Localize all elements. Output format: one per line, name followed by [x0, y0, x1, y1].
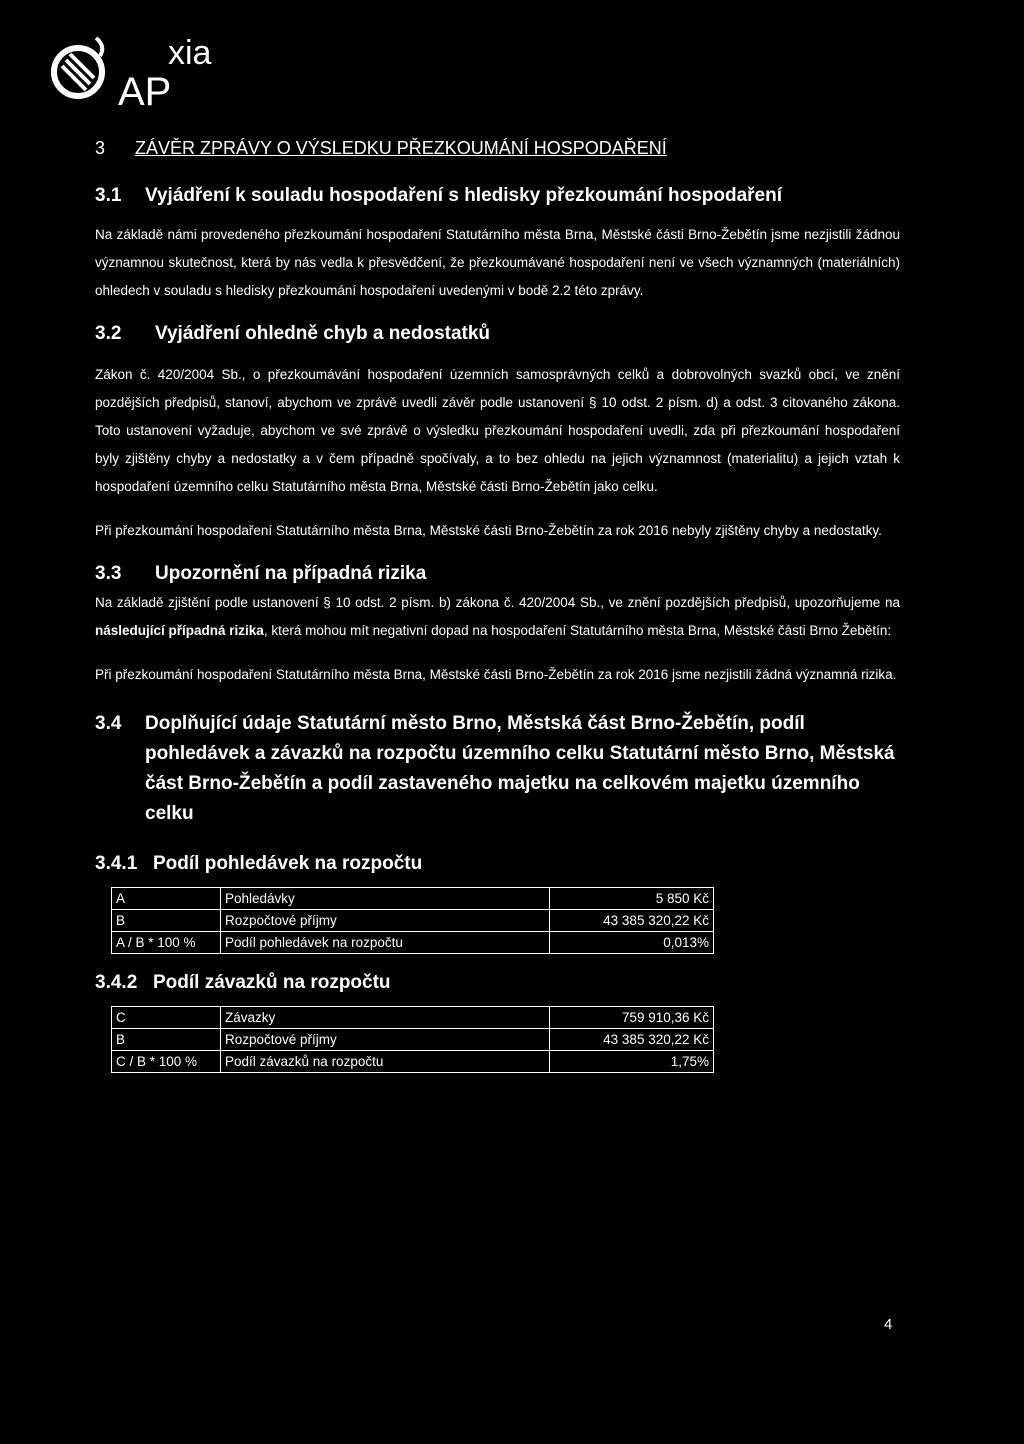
table-cell: Rozpočtové příjmy	[221, 910, 550, 932]
logo-emblem-icon	[44, 30, 116, 110]
section-number: 3.3	[95, 563, 122, 584]
table-cell: 759 910,36 Kč	[550, 1007, 714, 1029]
table-cell: 43 385 320,22 Kč	[550, 1029, 714, 1051]
section-3-4-2-heading	[95, 972, 900, 994]
section-title: Upozornění na případná rizika	[155, 563, 427, 584]
section-3-4-heading	[95, 709, 900, 829]
section-number: 3	[95, 138, 106, 158]
section-3-heading	[95, 138, 900, 159]
page-number: 4	[884, 1316, 893, 1333]
table-row	[112, 932, 714, 954]
table-row	[112, 1007, 714, 1029]
liabilities-table	[111, 1006, 714, 1073]
table-cell: 1,75%	[550, 1051, 714, 1073]
section-title: Vyjádření k souladu hospodaření s hledisky přezkoumání hospodaření	[145, 185, 783, 206]
table-row	[112, 910, 714, 932]
table-cell: 0,013%	[550, 932, 714, 954]
logo-text-bottom: AP	[118, 70, 172, 114]
section-title: Podíl pohledávek na rozpočtu	[153, 853, 423, 874]
section-title: ZÁVĚR ZPRÁVY O VÝSLEDKU PŘEZKOUMÁNÍ HOSPODAŘENÍ	[135, 138, 667, 158]
table-cell: Podíl pohledávek na rozpočtu	[221, 932, 550, 954]
receivables-table	[111, 887, 714, 954]
table-cell: B	[112, 1029, 221, 1051]
paragraph: Při přezkoumání hospodaření Statutárního města Brna, Městské části Brno-Žebětín za rok 2016 nebyly zjištěny chyby a nedostatky.	[95, 523, 882, 538]
table-row	[112, 1051, 714, 1073]
paragraph-text: , která mohou mít negativní dopad na hospodaření Statutárního města Brna, Městské části Brno Žebětín:	[263, 623, 892, 638]
section-number: 3.4.1	[95, 853, 138, 874]
section-title: Vyjádření ohledně chyb a nedostatků	[155, 323, 491, 344]
table-cell: 43 385 320,22 Kč	[550, 910, 714, 932]
paragraph	[95, 589, 900, 645]
section-3-2-heading	[95, 323, 900, 345]
paragraph: Zákon č. 420/2004 Sb., o přezkoumávání hospodaření územních samosprávných celků a dobrovolných svazků obcí, ve znění pozdějších předpisů, stanoví, abychom ve zprávě uvedli závěr podle ustanovení § 10 odst. 2 písm. d) a odst. 3 citovaného zákona. Toto ustanovení vyžaduje, abychom ve své zprávě o výsledku přezkoumání hospodaření uvedli, zda při přezkoumání hospodaření byly zjištěny chyby a nedostatky a v čem případně spočívaly, a to bez ohledu na jejich významnost (materialitu) a jejich vztah k hospodaření územního celku Statutárního města Brna, Městské části Brno-Žebětín jako celku.	[95, 367, 900, 494]
table-row	[112, 1029, 714, 1051]
logo-text-top: xia	[168, 34, 212, 72]
table-row	[112, 888, 714, 910]
table-cell: Rozpočtové příjmy	[221, 1029, 550, 1051]
paragraph-text: Na základě zjištění podle ustanovení § 10 odst. 2 písm. b) zákona č. 420/2004 Sb., ve znění pozdějších předpisů, upozorňujeme na	[95, 595, 900, 610]
table-cell: Podíl závazků na rozpočtu	[221, 1051, 550, 1073]
table-cell: Pohledávky	[221, 888, 550, 910]
table-cell: A / B * 100 %	[112, 932, 221, 954]
section-3-1-heading	[95, 185, 900, 207]
paragraph: Na základě námi provedeného přezkoumání hospodaření Statutárního města Brna, Městské části Brno-Žebětín jsme nezjistili žádnou významnou skutečnost, která by nás vedla k přesvědčení, že přezkoumávané hospodaření není ve všech významných (materiálních) ohledech v souladu s hledisky přezkoumání hospodaření uvedenými v bodě 2.2 této zprávy.	[95, 227, 900, 298]
table-cell: 5 850 Kč	[550, 888, 714, 910]
section-number: 3.2	[95, 323, 122, 344]
company-logo	[44, 30, 234, 114]
section-3-3-heading	[95, 563, 900, 585]
table-cell: C / B * 100 %	[112, 1051, 221, 1073]
section-number: 3.4.2	[95, 972, 138, 993]
paragraph-bold-text: následující případná rizika	[95, 623, 264, 638]
table-cell: Závazky	[221, 1007, 550, 1029]
section-3-4-1-heading	[95, 853, 900, 875]
section-number: 3.1	[95, 185, 122, 206]
section-number: 3.4	[95, 713, 122, 734]
section-title: Podíl závazků na rozpočtu	[153, 972, 391, 993]
report-content	[95, 138, 900, 1073]
paragraph: Při přezkoumání hospodaření Statutárního města Brna, Městské části Brno-Žebětín za rok 2016 jsme nezjistili žádná významná rizika.	[95, 667, 897, 682]
table-cell: B	[112, 910, 221, 932]
section-title: Doplňující údaje Statutární město Brno, Městská část Brno-Žebětín, podíl pohledávek a závazků na rozpočtu územního celku Statutární město Brno, Městská část Brno-Žebětín a podíl zastaveného majetku na celkovém majetku územního celku	[145, 713, 895, 824]
table-cell: A	[112, 888, 221, 910]
table-cell: C	[112, 1007, 221, 1029]
